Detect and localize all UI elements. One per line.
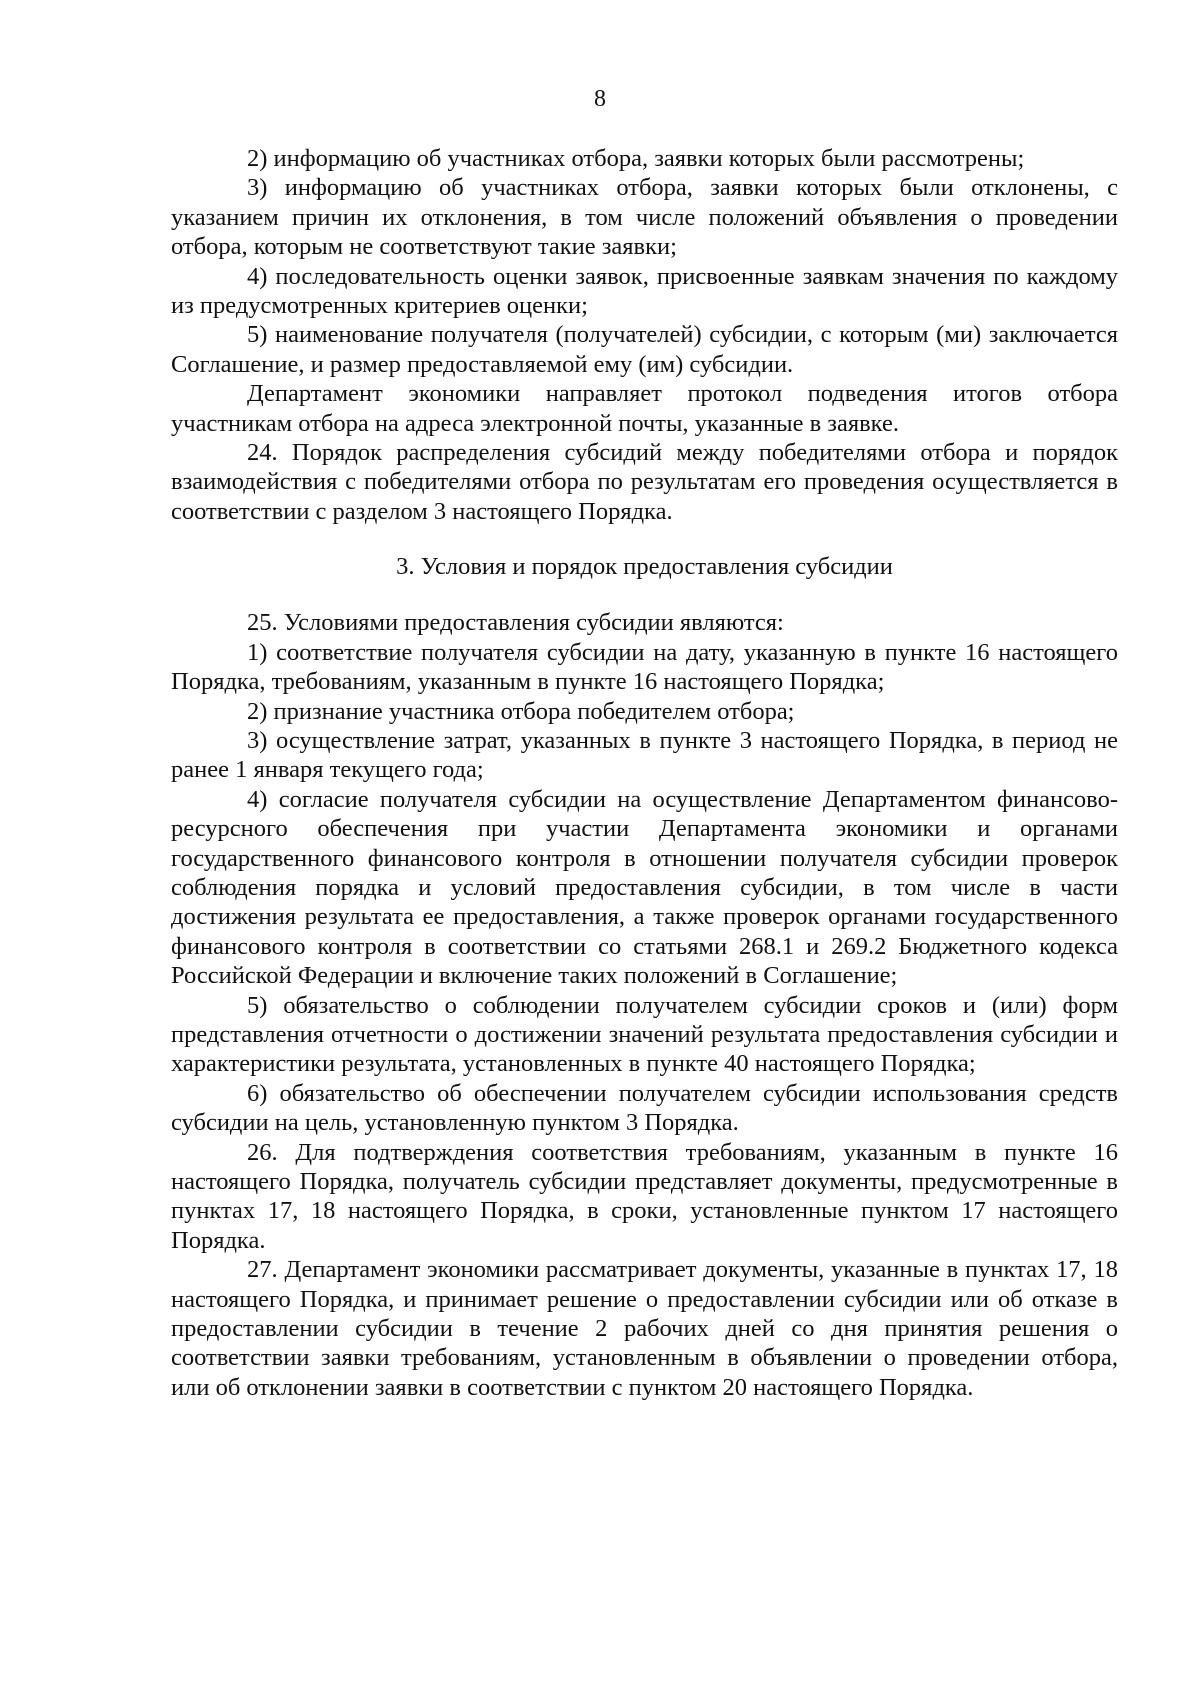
paragraph-24: 24. Порядок распределения субсидий между победителями отбора и порядок взаимодействия с победителями отбора по результатам его проведения осуществляется в соответствии с разделом 3 настоящего Порядка. <box>171 439 1118 525</box>
paragraph-25-item-6: 6) обязательство об обеспечении получателем субсидии использования средств субсидии на цель, установленную пунктом 3 Порядка. <box>171 1079 1118 1137</box>
paragraph-25-item-5: 5) обязательство о соблюдении получателем субсидии сроков и (или) форм представления отчетности о достижении значений результата предоставления субсидии и характеристики результата, установленных в пункте 40 настоящего Порядка; <box>171 991 1118 1078</box>
section-heading: 3. Условия и порядок предоставления субсидии <box>396 553 893 581</box>
paragraph-25: 25. Условиями предоставления субсидии являются: <box>247 609 784 637</box>
paragraph-item-2: 2) информацию об участниках отбора, заявки которых были рассмотрены; <box>247 145 1025 172</box>
paragraph-protocol-notice: Департамент экономики направляет протокол подведения итогов отбора участникам отбора на адреса электронной почты, указанные в заявке. <box>171 380 1118 437</box>
paragraph-25-item-2: 2) признание участника отбора победителем отбора; <box>247 697 795 725</box>
paragraph-item-5: 5) наименование получателя (получателей) субсидии, с которым (ми) заключается Соглашение, и размер предоставляемой ему (им) субсидии. <box>171 321 1118 378</box>
paragraph-25-item-3: 3) осуществление затрат, указанных в пункте 3 настоящего Порядка, в период не ранее 1 января текущего года; <box>171 726 1118 784</box>
paragraph-27: 27. Департамент экономики рассматривает документы, указанные в пунктах 17, 18 настоящего Порядка, и принимает решение о предоставлении субсидии или об отказе в предоставлении субсидии в течение 2 рабочих дней со дня принятия решения о соответствии заявки требованиям, установленным в объявлении о проведении отбора, или об отклонении заявки в соответствии с пунктом 20 настоящего Порядка. <box>171 1256 1118 1401</box>
paragraph-26: 26. Для подтверждения соответствия требованиям, указанным в пункте 16 настоящего Порядка, получатель субсидии представляет документы, предусмотренные в пунктах 17, 18 настоящего Порядка, в сроки, установленные пунктом 17 настоящего Порядка. <box>171 1138 1118 1254</box>
paragraph-25-item-1: 1) соответствие получателя субсидии на дату, указанную в пункте 16 настоящего Порядка, требованиям, указанным в пункте 16 настоящего Порядка; <box>171 638 1118 696</box>
paragraph-item-3: 3) информацию об участниках отбора, заявки которых были отклонены, с указанием причин их отклонения, в том числе положений объявления о проведении отбора, которым не соответствуют такие заявки; <box>171 174 1118 261</box>
page-number: 8 <box>594 86 606 112</box>
document-body <box>171 144 1118 1402</box>
paragraph-25-item-4: 4) согласие получателя субсидии на осуществление Департаментом финансово-ресурсного обеспечения при участии Департамента экономики и органами государственного финансового контроля в отношении получателя субсидии проверок соблюдения порядка и условий предоставления субсидии, в том числе в части достижения результата ее предоставления, а также проверок органами государственного финансового контроля в соответствии со статьями 268.1 и 269.2 Бюджетного кодекса Российской Федерации и включение таких положений в Соглашение; <box>171 785 1118 990</box>
paragraph-item-4: 4) последовательность оценки заявок, присвоенные заявкам значения по каждому из предусмотренных критериев оценки; <box>171 262 1118 320</box>
